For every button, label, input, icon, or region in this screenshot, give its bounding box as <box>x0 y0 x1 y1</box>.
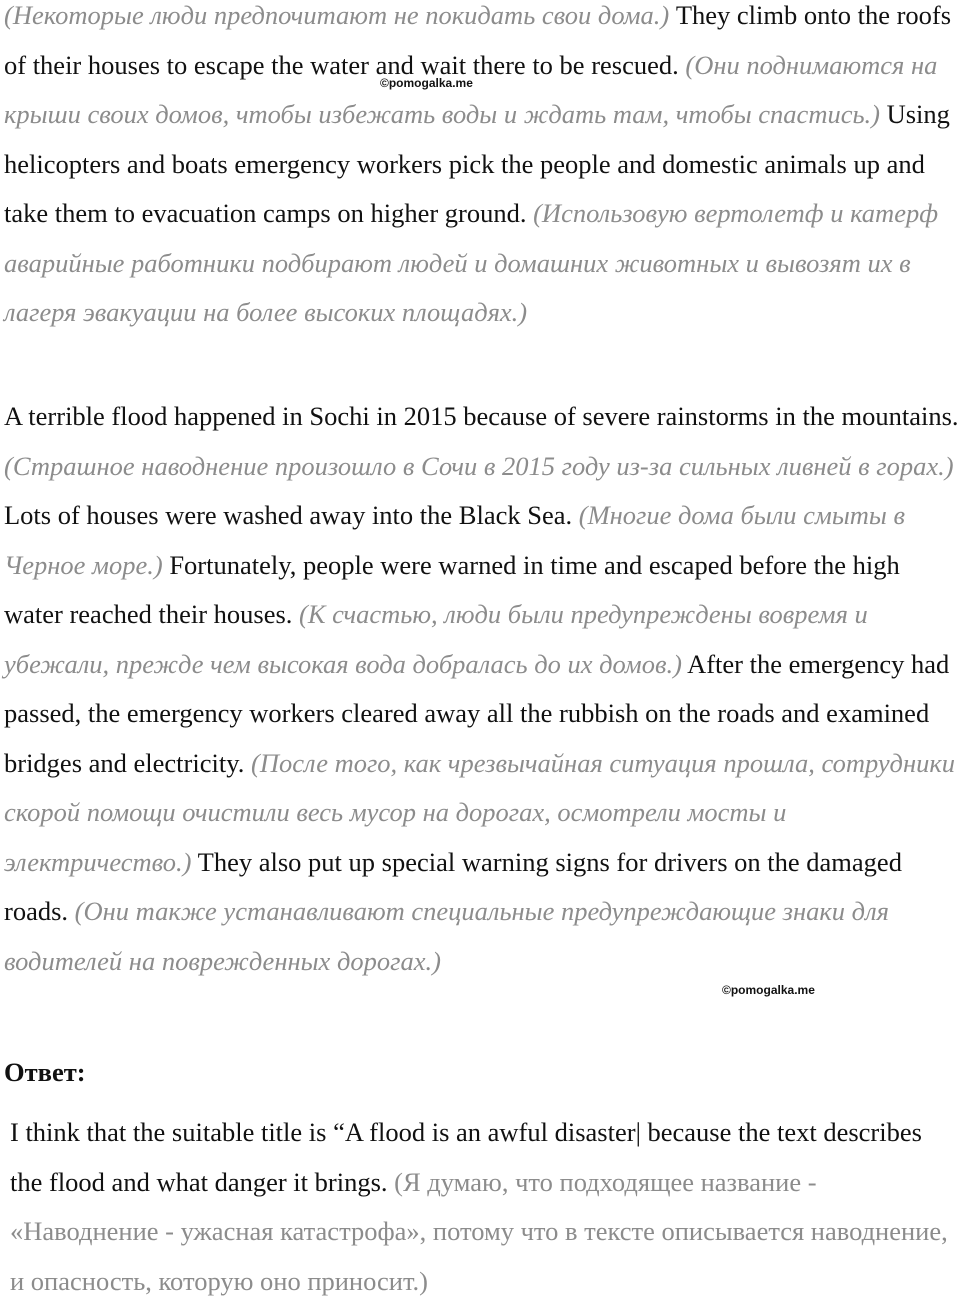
english-text: Using helicopters and boats emergency workers pick the people and domestic animals up and take them to evacuation camps on higher ground. <box>4 99 950 228</box>
english-text: Fortunately, people were warned in time and escaped before the high water reached their houses. <box>4 549 900 629</box>
english-text: Lots of houses were washed away into the Black Sea. <box>4 500 573 530</box>
translation-text: (К счастью, люди были предупреждены вовремя и убежали, прежде чем высокая вода добралась до их домов.) <box>4 599 868 679</box>
translation-text: (Они также устанавливают специальные предупреждающие знаки для водителей на поврежденных дорогах.) <box>4 896 889 976</box>
paragraph-1 <box>4 0 959 338</box>
paragraph-2 <box>4 392 959 986</box>
translation-text: (Многие дома были смыты в Черное море.) <box>4 500 905 580</box>
answer-paragraph <box>4 1108 959 1306</box>
english-text: I think that the suitable title is “A flood is an awful disaster| because the text describes the flood and what danger it brings. <box>10 1117 922 1197</box>
translation-text: (Я думаю, что подходящее название - «Наводнение - ужасная катастрофа», потому что в тексте описывается наводнение, и опасность, которую оно приносит.) <box>10 1166 948 1296</box>
watermark: ©pomogalka.me <box>380 76 473 90</box>
translation-text: (После того, как чрезвычайная ситуация прошла, сотрудники скорой помощи очистили весь мусор на дорогах, осмотрели мосты и электричество.) <box>4 747 955 877</box>
translation-text: (Использовую вертолетф и катерф аварийные работники подбирают людей и домашних животных и вывозят их в лагеря эвакуации на более высоких площадях.) <box>4 198 939 327</box>
answer-heading: Ответ: <box>4 1057 86 1087</box>
english-text: After the emergency had passed, the emergency workers cleared away all the rubbish on the roads and examined bridges and electricity. <box>4 648 950 778</box>
english-text: A terrible flood happened in Sochi in 2015 because of severe rainstorms in the mountains. <box>4 401 959 431</box>
english-text: They also put up special warning signs for drivers on the damaged roads. <box>4 846 902 926</box>
translation-text: (Некоторые люди предпочитают не покидать свои дома.) <box>4 0 670 30</box>
watermark: ©pomogalka.me <box>722 983 815 997</box>
translation-text: (Страшное наводнение произошло в Сочи в 2015 году из-за сильных ливней в горах.) <box>4 450 954 481</box>
english-text: They climb onto the roofs of their houses to escape the water and wait there to be rescued. <box>4 0 952 80</box>
translation-text: (Они поднимаются на крыши своих домов, чтобы избежать воды и ждать там, чтобы спастись.) <box>4 49 938 129</box>
